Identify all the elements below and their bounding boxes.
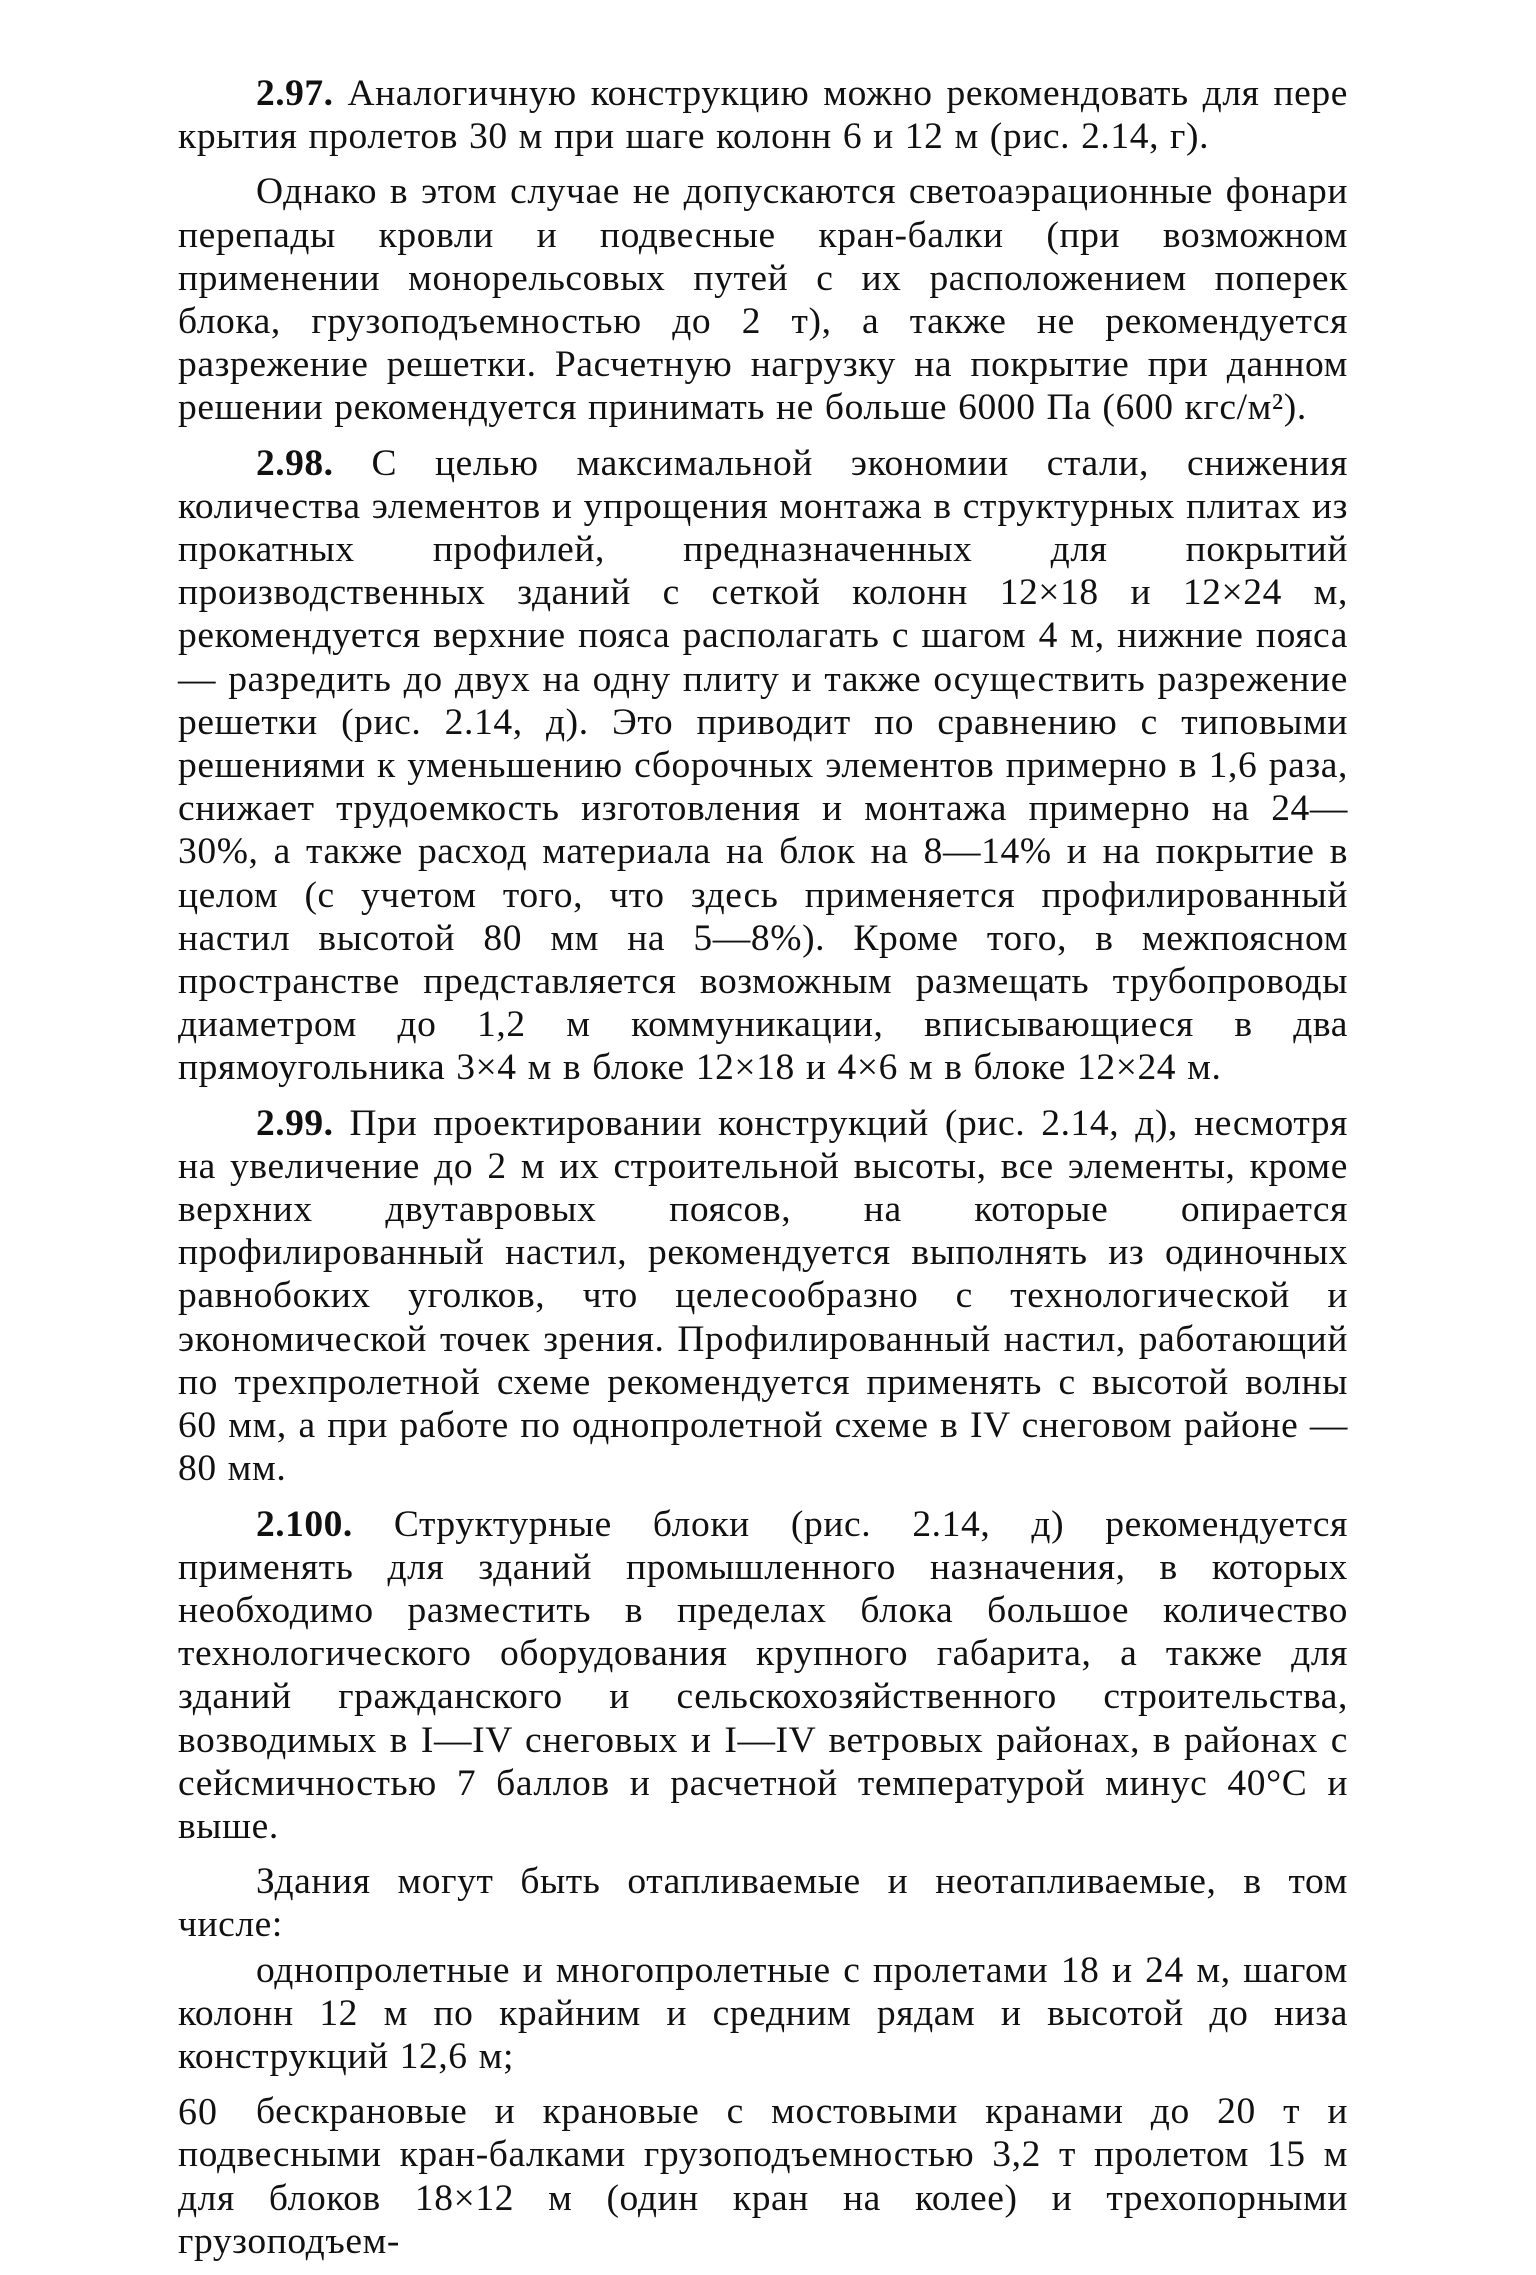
paragraph-text: При проектировании конструкций (рис. 2.14, д), несмотря на увеличение до 2 м их строительной высоты, все элементы, кроме верхних двутавровых поясов, на которые опирается профилированный настил, рекомендуется выполнять из одиночных равнобоких уголков, что целесообразно с технологической и экономической точек зрения. Профилированный настил, работающий по трехпролетной схеме рекомендуется применять с высотой волны 60 мм, а при работе по однопролетной схеме в IV снеговом районе — 80 мм. — [178, 1102, 1348, 1490]
paragraph-text: однопролетные и многопролетные с пролетами 18 и 24 м, шагом колонн 12 м по крайним и средним рядам и высотой до низа конструкций 12,6 м; — [178, 1949, 1348, 2077]
paragraph-buildings-intro — [178, 1860, 1348, 1946]
list-item-single-multi-span — [178, 1949, 1348, 2079]
paragraph-2-98 — [178, 442, 1348, 1090]
list-item-craneless-crane — [178, 2090, 1348, 2263]
paragraph-2-97-continued — [178, 170, 1348, 429]
paragraph-2-100 — [178, 1503, 1348, 1849]
paragraph-text: Структурные блоки (рис. 2.14, д) рекомендуется применять для зданий промышленного назначения, в которых необходимо разместить в пределах блока большое количество технологического оборудования крупного габарита, а также для зданий гражданского и сельскохозяйственного строительства, возводимых в I—IV снеговых и I—IV ветровых районах, в районах с сейсмичностью 7 баллов и расчетной температурой минус 40°С и выше. — [178, 1503, 1348, 1847]
paragraph-text: С целью максимальной экономии стали, снижения количества элементов и упрощения монтажа в структурных плитах из прокатных профилей, предназначенных для покрытий производственных зданий с сеткой колонн 12×18 и 12×24 м, рекомендуется верхние пояса располагать с шагом 4 м, нижние пояса — разредить до двух на одну плиту и также осуществить разрежение решетки (рис. 2.14, д). Это приводит по сравнению с типовыми решениями к уменьшению сборочных элементов примерно в 1,6 раза, снижает трудоемкость изготовления и монтажа примерно на 24—30%, а также расход материала на блок на 8—14% и на покрытие в целом (с учетом того, что здесь применяется профилированный настил высотой 80 мм на 5—8%). Кроме того, в межпоясном пространстве представляется возможным размещать трубопроводы диаметром до 1,2 м коммуникации, вписывающиеся в два прямоугольника 3×4 м в блоке 12×18 и 4×6 м в блоке 12×24 м. — [178, 442, 1348, 1089]
paragraph-text: Однако в этом случае не допускаются светоаэрационные фонари перепады кровли и подвесные кран-балки (при возможном применении монорельсовых путей с их расположением поперек блока, грузоподъемностью до 2 т), а также не рекомендуется разрежение решетки. Расчетную нагрузку на покрытие при данном решении рекомендуется принимать не больше 6000 Па (600 кгс/м²). — [178, 171, 1348, 429]
paragraph-number: 2.99. — [256, 1102, 334, 1144]
paragraph-text: бескрановые и крановые с мостовыми кранами до 20 т и подвесными кран-балками грузоподъемностью 3,2 т пролетом 15 м для блоков 18×12 м (один кран на колее) и трехопорными грузоподъем- — [178, 2091, 1348, 2262]
paragraph-2-97 — [178, 72, 1348, 158]
paragraph-number: 2.100. — [256, 1503, 353, 1545]
paragraph-2-99 — [178, 1102, 1348, 1491]
paragraph-number: 2.98. — [256, 442, 334, 484]
page-number: 60 — [178, 2091, 218, 2133]
page-body — [178, 72, 1348, 2275]
paragraph-text: Здания могут быть отапливаемые и неотапливаемые, в том числе: — [178, 1861, 1348, 1946]
paragraph-number: 2.97. — [256, 73, 334, 114]
paragraph-text: Аналогичную конструкцию можно рекомендовать для пере крытия пролетов 30 м при шаге колонн 6 и 12 м (рис. 2.14, г). — [178, 73, 1348, 158]
